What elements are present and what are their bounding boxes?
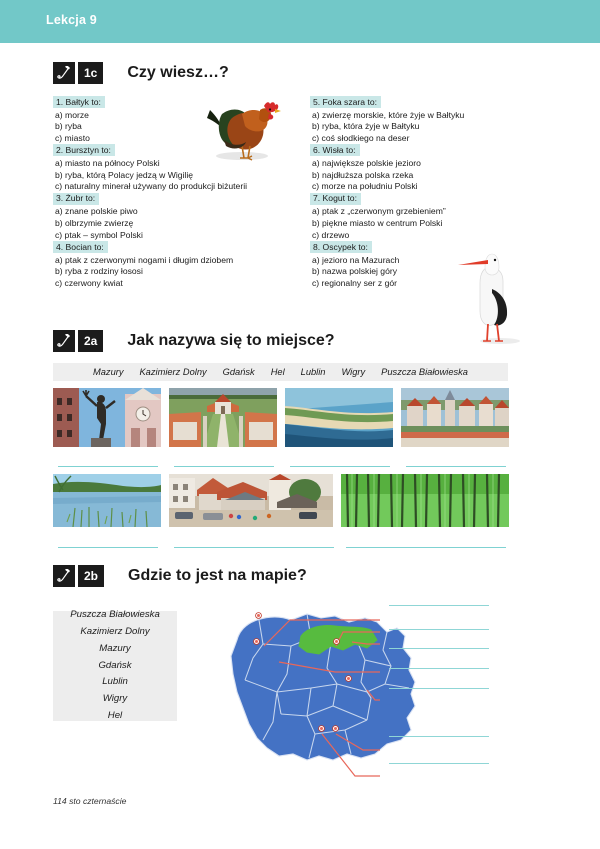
lublin-oldtown-photo (401, 388, 509, 447)
word-bank-2b (53, 611, 177, 721)
answer-line[interactable] (290, 466, 390, 467)
word-bank-item[interactable]: Hel (270, 367, 285, 377)
exercise-2b-header (53, 565, 307, 587)
quiz-option[interactable]: a) największe polskie jezioro (312, 157, 421, 168)
quiz-option[interactable]: c) czerwony kwiat (55, 278, 123, 289)
word-bank-item[interactable]: Lublin (300, 367, 326, 377)
bialowieza-forest-photo (341, 474, 509, 527)
word-bank-2a (53, 363, 508, 381)
exercise-2a-header (53, 330, 335, 352)
map-marker[interactable] (254, 639, 259, 644)
exercise-title: Gdzie to jest na mapie? (128, 567, 307, 584)
word-box-item[interactable]: Mazury (99, 642, 131, 654)
quiz-question (53, 96, 303, 144)
quiz-question (53, 241, 303, 289)
map-answer-line[interactable] (389, 648, 489, 649)
map-answer-line[interactable] (389, 763, 489, 764)
exercise-title: Czy wiesz…? (127, 64, 229, 81)
quiz-option[interactable]: c) naturalny minerał używany do produkcji biżuterii (55, 181, 248, 192)
wigry-lake-photo (53, 474, 161, 527)
pen-write-icon (53, 62, 75, 84)
quiz-question (53, 144, 303, 192)
map-answer-line[interactable] (389, 688, 489, 689)
answer-line[interactable] (346, 547, 506, 548)
quiz-option[interactable]: c) coś słodkiego na deser (312, 133, 410, 144)
quiz-option[interactable]: b) piękne miasto w centrum Polski (312, 218, 443, 229)
answer-line[interactable] (174, 547, 334, 548)
kazimierz-dolny-market-photo (169, 474, 333, 527)
quiz-option[interactable]: a) ptak z „czerwonym grzebieniem” (312, 206, 446, 217)
map-answer-line[interactable] (389, 736, 489, 737)
quiz-option[interactable]: c) regionalny ser z gór (312, 278, 398, 289)
word-box-item[interactable]: Puszcza Białowieska (70, 609, 160, 621)
quiz-option[interactable]: b) ryba (55, 121, 82, 132)
quiz-option[interactable]: a) jezioro na Mazurach (312, 254, 400, 265)
quiz-question-head: 8. Oscypek to: (310, 241, 372, 253)
exercise-1c-header (53, 62, 229, 84)
quiz-question-head: 1. Bałtyk to: (53, 96, 105, 108)
word-bank-item[interactable]: Puszcza Białowieska (381, 367, 468, 377)
exercise-number-badge: 2a (78, 330, 103, 352)
quiz-option[interactable]: c) drzewo (312, 229, 350, 240)
quiz-option[interactable]: b) ryba z rodziny łososi (55, 266, 143, 277)
map-marker[interactable] (334, 639, 339, 644)
quiz-option[interactable]: a) ptak z czerwonymi nogami i długim dziobem (55, 254, 234, 265)
quiz-question (310, 144, 560, 192)
answer-line[interactable] (406, 466, 506, 467)
pen-write-icon (53, 565, 75, 587)
lesson-header-band (0, 0, 600, 43)
quiz-question-head: 7. Kogut to: (310, 193, 361, 205)
gdansk-neptune-photo (53, 388, 161, 447)
word-bank-item[interactable]: Gdańsk (222, 367, 255, 377)
exercise-number-badge: 2b (78, 565, 104, 587)
word-box-item[interactable]: Wigry (102, 693, 128, 705)
word-box-item[interactable]: Lublin (102, 676, 128, 688)
answer-line[interactable] (58, 547, 158, 548)
quiz-option[interactable]: b) ryba, którą Polacy jedzą w Wigilię (55, 169, 194, 180)
quiz-option[interactable]: a) zwierzę morskie, które żyje w Bałtyku (312, 109, 465, 120)
quiz-option[interactable]: b) ryba, która żyje w Bałtyku (312, 121, 420, 132)
word-bank-item[interactable]: Kazimierz Dolny (139, 367, 207, 377)
quiz-option[interactable]: b) olbrzymie zwierzę (55, 218, 134, 229)
word-box-item[interactable]: Gdańsk (98, 659, 132, 671)
map-marker[interactable] (256, 613, 261, 618)
word-box-item[interactable]: Kazimierz Dolny (80, 626, 150, 638)
quiz-option[interactable]: a) znane polskie piwo (55, 206, 138, 217)
answer-line[interactable] (58, 466, 158, 467)
quiz-option[interactable]: c) ptak – symbol Polski (55, 229, 143, 240)
stork-photo (452, 245, 542, 345)
map-answer-line[interactable] (389, 629, 489, 630)
word-box-item[interactable]: Hel (107, 709, 123, 721)
page-footer: 114 sto czternaście (53, 796, 127, 806)
quiz-question-head: 5. Foka szara to: (310, 96, 381, 108)
map-marker[interactable] (346, 676, 351, 681)
quiz-option[interactable]: b) nazwa polskiej góry (312, 266, 398, 277)
lesson-label: Lekcja 9 (46, 13, 97, 27)
palace-gardens-photo (169, 388, 277, 447)
pen-write-icon (53, 330, 75, 352)
exercise-number-badge: 1c (78, 62, 103, 84)
answer-line[interactable] (174, 466, 274, 467)
poland-map (215, 588, 545, 788)
quiz-option[interactable]: a) morze (55, 109, 89, 120)
map-answer-line[interactable] (389, 605, 489, 606)
quiz-question (310, 96, 560, 144)
map-marker[interactable] (319, 726, 324, 731)
word-bank-item[interactable]: Wigry (341, 367, 366, 377)
quiz-column-left (53, 96, 303, 289)
hel-peninsula-photo (285, 388, 393, 447)
quiz-option[interactable]: a) miasto na północy Polski (55, 157, 160, 168)
quiz-question-head: 2. Bursztyn to: (53, 144, 115, 156)
exercise-title: Jak nazywa się to miejsce? (127, 332, 335, 349)
quiz-question-head: 3. Żubr to: (53, 193, 99, 205)
quiz-question-head: 4. Bocian to: (53, 241, 108, 253)
map-answer-line[interactable] (389, 668, 489, 669)
quiz-option[interactable]: c) miasto (55, 133, 90, 144)
quiz-question (53, 193, 303, 241)
quiz-option[interactable]: b) najdłuższa polska rzeka (312, 169, 414, 180)
quiz-option[interactable]: c) morze na południu Polski (312, 181, 418, 192)
quiz-question (310, 193, 560, 241)
quiz-question-head: 6. Wisła to: (310, 144, 360, 156)
word-bank-item[interactable]: Mazury (93, 367, 124, 377)
map-marker[interactable] (333, 726, 338, 731)
